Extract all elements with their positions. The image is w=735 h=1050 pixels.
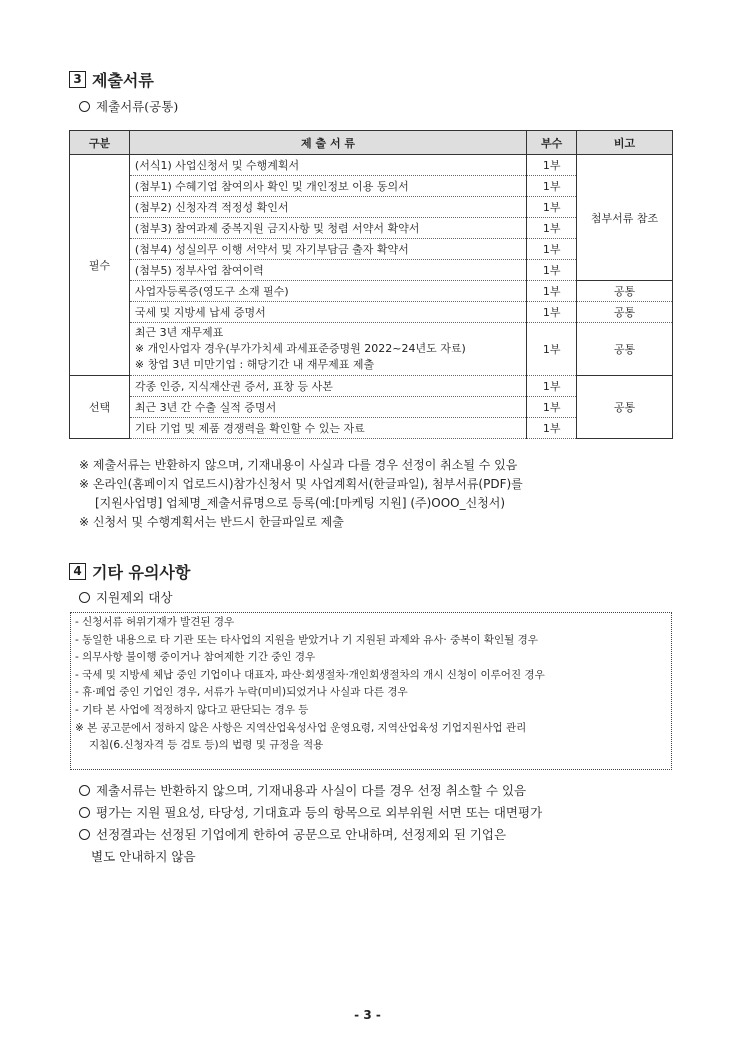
note-line: ※ 신청서 및 수행계획서는 반드시 한글파일로 제출 [79, 515, 344, 529]
qty-cell: 1부 [527, 281, 577, 302]
section3-subtitle [79, 97, 178, 115]
exclusion-line: - 의무사항 불이행 중이거나 참여제한 기간 중인 경우 [75, 651, 316, 664]
circle-bullet-icon [79, 807, 90, 818]
table-row [70, 302, 673, 323]
exclusion-line: - 휴·폐업 중인 기업인 경우, 서류가 누락(미비)되었거나 사실과 다른 경우 [75, 686, 408, 699]
exclusion-line: 지침(6.신청자격 등 검토 등)의 법령 및 규정을 적용 [89, 739, 324, 752]
section4-subtitle [79, 588, 172, 606]
bullet-item-continued: 별도 안내하지 않음 [91, 849, 196, 864]
circle-bullet-icon [79, 785, 90, 796]
finance-line: 최근 3년 재무제표 [134, 326, 224, 339]
exclusion-line: - 동일한 내용으로 타 기관 또는 타사업의 지원을 받았거나 기 지원된 과제와 유사· 중복이 확인될 경우 [75, 633, 538, 646]
section4-heading [69, 560, 190, 583]
qty-cell: 1부 [527, 302, 577, 323]
qty-cell: 1부 [527, 155, 577, 176]
header-remarks: 비고 [577, 131, 673, 155]
section4-number: 4 [69, 563, 86, 580]
section3-subtitle-text: 제출서류(공통) [96, 99, 179, 114]
section3-title: 제출서류 [92, 71, 154, 90]
finance-doc-cell [129, 323, 526, 376]
documents-table [69, 130, 673, 439]
note-cell: 공통 [577, 281, 673, 302]
doc-cell: (서식1) 사업신청서 및 수행계획서 [129, 155, 526, 176]
exclusion-line: ※ 본 공고문에서 정하지 않은 사항은 지역산업육성사업 운영요령, 지역산업육성 기업지원사업 관리 [75, 721, 527, 734]
note-optional: 공통 [577, 376, 673, 439]
exclusion-line: - 신청서류 허위기재가 발견된 경우 [75, 616, 235, 628]
exclusion-line: - 기타 본 사업에 적정하지 않다고 판단되는 경우 등 [75, 703, 309, 716]
bullet-item [79, 780, 719, 802]
bullet-item [79, 824, 719, 846]
doc-cell: (첨부2) 신청자격 적정성 확인서 [129, 197, 526, 218]
note-attach: 첨부서류 참조 [577, 155, 673, 281]
table-row [70, 323, 673, 376]
note-line: [지원사업명] 업체명_제출서류명으로 등록(예:[마케팅 지원] (주)OOO_신청서) [95, 496, 506, 510]
finance-line: ※ 개인사업자 경우(부가가치세 과세표준증명원 2022~24년도 자료) [134, 342, 466, 355]
table-row [70, 155, 673, 176]
qty-cell: 1부 [527, 218, 577, 239]
doc-cell: (첨부4) 성실의무 이행 서약서 및 자기부담금 출자 확약서 [129, 239, 526, 260]
note-line: ※ 온라인(홈페이지 업로드시)참가신청서 및 사업계획서(한글파일), 첨부서류(PDF)를 [79, 477, 523, 491]
page-number: - 3 - [354, 1008, 381, 1022]
section3-number: 3 [69, 71, 86, 88]
table-row [70, 281, 673, 302]
exclusion-box [70, 612, 672, 770]
qty-cell: 1부 [527, 260, 577, 281]
note-cell: 공통 [577, 323, 673, 376]
header-documents: 제 출 서 류 [129, 131, 526, 155]
bullet-text: 평가는 지원 필요성, 타당성, 기대효과 등의 항목으로 외부위원 서면 또는 대면평가 [96, 805, 543, 820]
table-row [70, 376, 673, 397]
doc-cell: 최근 3년 간 수출 실적 증명서 [129, 397, 526, 418]
doc-cell: 각종 인증, 지식재산권 증서, 표창 등 사본 [129, 376, 526, 397]
section3-heading [69, 68, 154, 91]
group-optional: 선택 [70, 376, 130, 439]
bullet-text: 제출서류는 반환하지 않으며, 기재내용과 사실이 다를 경우 선정 취소할 수 있음 [96, 783, 527, 798]
qty-cell: 1부 [527, 418, 577, 439]
circle-bullet-icon [79, 592, 90, 603]
note-line: ※ 제출서류는 반환하지 않으며, 기재내용이 사실과 다를 경우 선정이 취소될 수 있음 [79, 458, 518, 472]
section4-title: 기타 유의사항 [92, 563, 191, 582]
qty-cell: 1부 [527, 197, 577, 218]
qty-cell: 1부 [527, 323, 577, 376]
qty-cell: 1부 [527, 397, 577, 418]
bullet-item [79, 802, 719, 824]
header-category: 구분 [70, 131, 130, 155]
doc-cell: 기타 기업 및 제품 경쟁력을 확인할 수 있는 자료 [129, 418, 526, 439]
doc-cell: (첨부1) 수혜기업 참여의사 확인 및 개인정보 이용 동의서 [129, 176, 526, 197]
exclusion-line: - 국세 및 지방세 체납 중인 기업이나 대표자, 파산·회생절차·개인회생절차의 개시 신청이 이루어진 경우 [75, 668, 545, 681]
group-required: 필수 [70, 155, 130, 376]
header-quantity: 부수 [527, 131, 577, 155]
doc-cell: 국세 및 지방세 납세 증명서 [129, 302, 526, 323]
bullet-text: 선정결과는 선정된 기업에게 한하여 공문으로 안내하며, 선정제외 된 기업은 [96, 827, 507, 842]
finance-line: ※ 창업 3년 미만기업 : 해당기간 내 재무제표 제출 [134, 358, 375, 371]
qty-cell: 1부 [527, 176, 577, 197]
note-cell: 공통 [577, 302, 673, 323]
circle-bullet-icon [79, 829, 90, 840]
section4-subtitle-text: 지원제외 대상 [96, 590, 173, 605]
circle-bullet-icon [79, 101, 90, 112]
doc-cell: 사업자등록증(영도구 소재 필수) [129, 281, 526, 302]
section4-bullets [79, 780, 719, 868]
doc-cell: (첨부5) 정부사업 참여이력 [129, 260, 526, 281]
qty-cell: 1부 [527, 376, 577, 397]
doc-cell: (첨부3) 참여과제 중복지원 금지사항 및 청렴 서약서 확약서 [129, 218, 526, 239]
table-header-row [70, 131, 673, 155]
section3-notes [79, 456, 699, 532]
qty-cell: 1부 [527, 239, 577, 260]
